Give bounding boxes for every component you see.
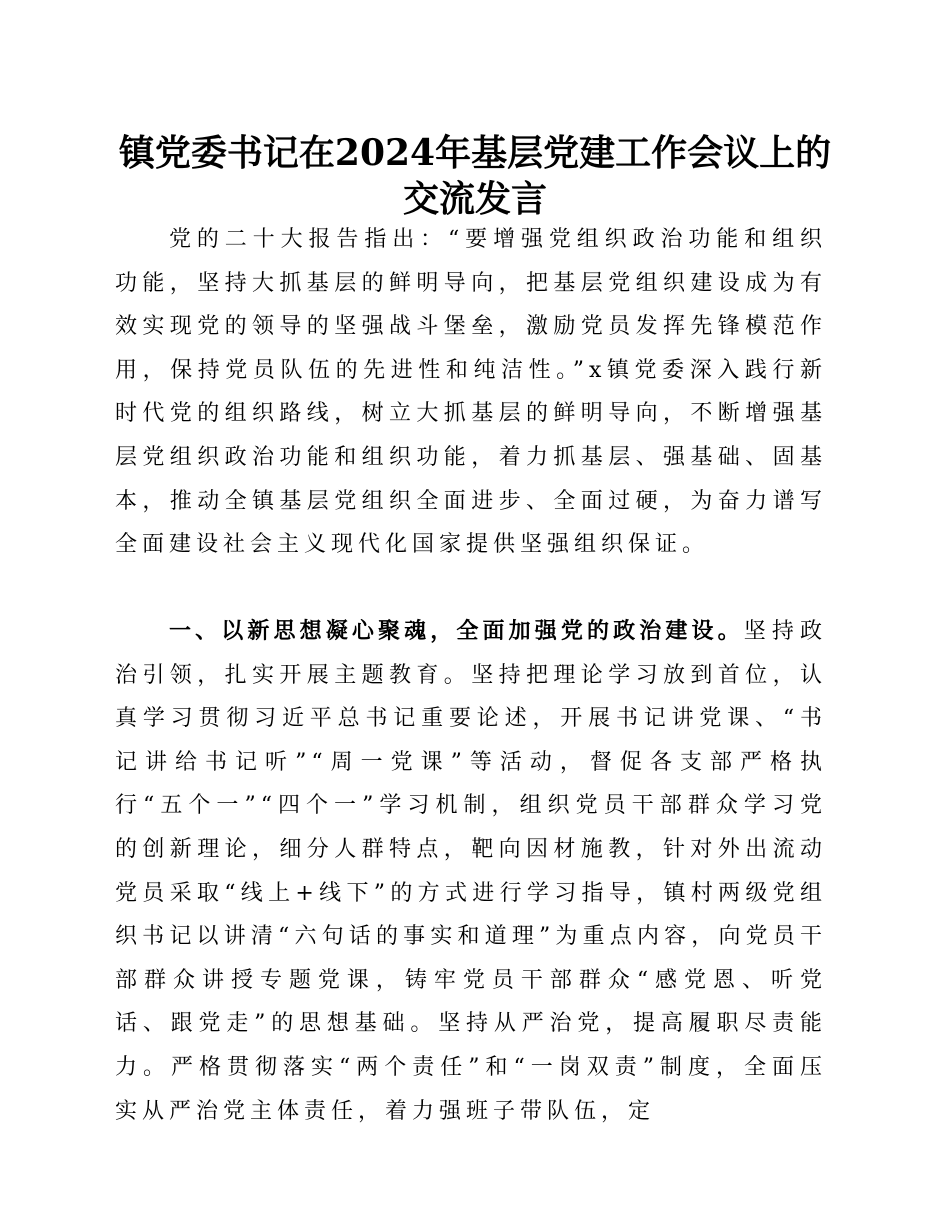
paragraph-section-one xyxy=(115,610,827,1133)
paragraph-intro-text: 党的二十大报告指出：“要增强党组织政治功能和组织功能，坚持大抓基层的鲜明导向，把基层党组织建设成为有效实现党的领导的坚强战斗堡垒，激励党员发挥先锋模范作用，保持党员队伍的先进性和纯洁性。”x镇党委深入践行新时代党的组织路线，树立大抓基层的鲜明导向，不断增强基层党组织政治功能和组织功能，着力抓基层、强基础、固基本，推动全镇基层党组织全面进步、全面过硬，为奋力谱写全面建设社会主义现代化国家提供坚强组织保证。 xyxy=(115,227,827,558)
section-one-heading: 一、以新思想凝心聚魂，全面加强党的政治建设。 xyxy=(169,619,744,644)
section-one-text: 坚持政治引领，扎实开展主题教育。坚持把理论学习放到首位，认真学习贯彻习近平总书记重要论述，开展书记讲党课、“书记讲给书记听”“周一党课”等活动，督促各支部严格执行“五个一”“四个一”学习机制，组织党员干部群众学习党的创新理论，细分人群特点，靶向因材施教，针对外出流动党员采取“线上+线下”的方式进行学习指导，镇村两级党组织书记以讲清“六句话的事实和道理”为重点内容，向党员干部群众讲授专题党课，铸牢党员干部群众“感党恩、听党话、跟党走”的思想基础。坚持从严治党，提高履职尽责能力。严格贯彻落实“两个责任”和“一岗双责”制度，全面压实从严治党主体责任，着力强班子带队伍，定 xyxy=(115,619,827,1124)
document-title: 镇党委书记在2024年基层党建工作会议上的交流发言 xyxy=(118,132,832,220)
paragraph-intro xyxy=(115,218,827,567)
